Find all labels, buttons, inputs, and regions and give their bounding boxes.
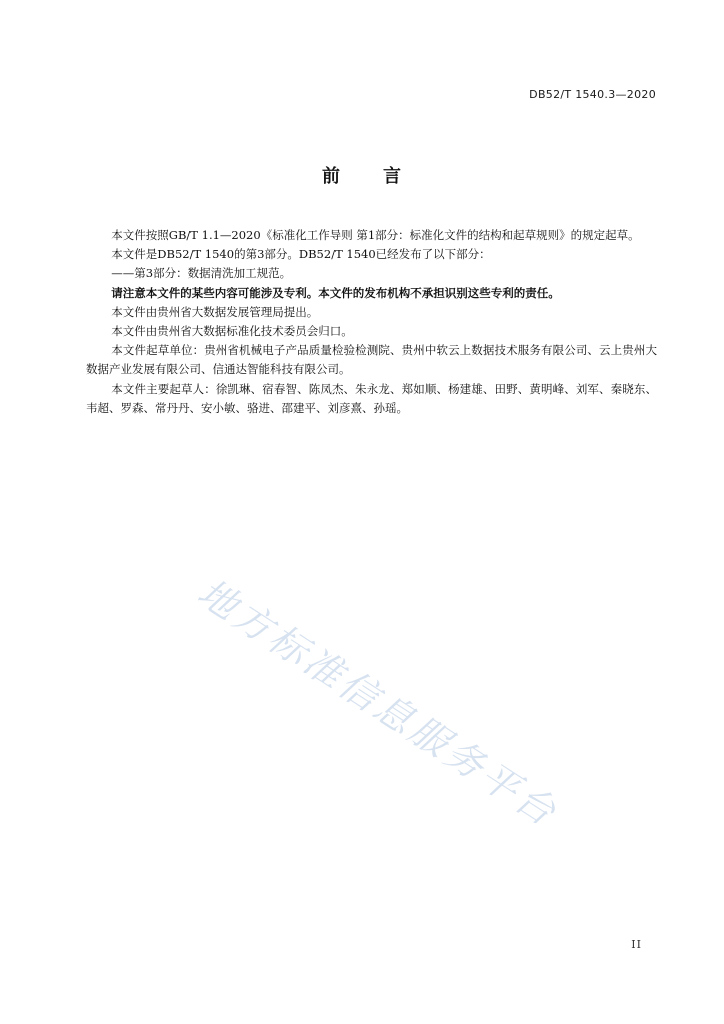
page-title bbox=[0, 162, 724, 188]
paragraph-proposer: 本文件由贵州省大数据发展管理局提出。 bbox=[111, 304, 319, 319]
paragraph-drafters: 本文件主要起草人：徐凯琳、宿春智、陈凤杰、朱永龙、郑如顺、杨建雄、田野、黄明峰、刘军、秦晓东、韦超、罗森、常丹丹、安小敏、骆进、邵建平、刘彦熹、孙瑶。 bbox=[86, 381, 657, 415]
title-char-1: 前 bbox=[322, 166, 341, 187]
paragraph-drafting-rules: 本文件按照GB/T 1.1—2020《标准化工作导则 第1部分：标准化文件的结构和起草规则》的规定起草。 bbox=[111, 228, 640, 242]
foreword-body bbox=[86, 226, 657, 418]
paragraph-part-info: 本文件是DB52/T 1540的第3部分。DB52/T 1540已经发布了以下部分： bbox=[111, 247, 491, 262]
page-number: II bbox=[631, 938, 642, 951]
document-code: DB52/T 1540.3—2020 bbox=[529, 88, 656, 101]
paragraph-patent-notice: 请注意本文件的某些内容可能涉及专利。本文件的发布机构不承担识别这些专利的责任。 bbox=[111, 285, 560, 300]
title-char-2: 言 bbox=[383, 166, 402, 187]
paragraph-part-list: ——第3部分：数据清洗加工规范。 bbox=[111, 266, 292, 281]
paragraph-committee: 本文件由贵州省大数据标准化技术委员会归口。 bbox=[111, 324, 353, 339]
paragraph-drafting-units: 本文件起草单位：贵州省机械电子产品质量检验检测院、贵州中软云上数据技术服务有限公司、云上贵州大数据产业发展有限公司、信通达智能科技有限公司。 bbox=[86, 343, 657, 377]
watermark: 地方标准信息服务平台 bbox=[189, 570, 567, 836]
